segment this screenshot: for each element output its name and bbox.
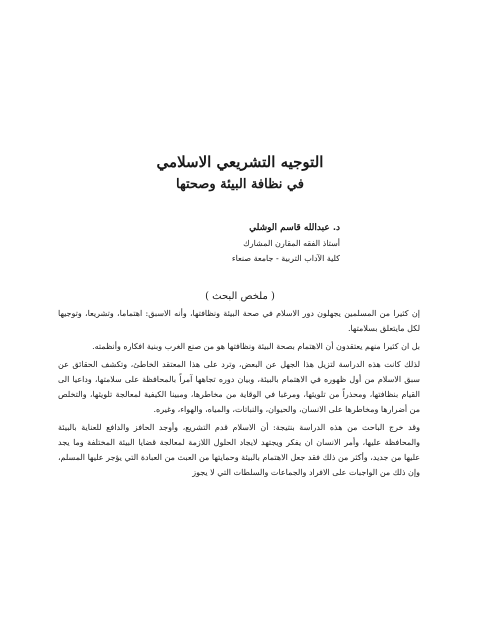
abstract-body: [58, 306, 420, 483]
paper-subtitle: في نظافة البيئة وصحتها: [176, 177, 304, 192]
author-block: [120, 222, 340, 265]
author-role: أستاذ الفقه المقارن المشارك: [243, 239, 340, 248]
author-affiliation: كلية الآداب التربية - جامعة صنعاء: [231, 254, 340, 263]
abstract-paragraph: بل ان كثيرا منهم يعتقدون أن الاهتمام بصحة البيئة ونظافتها هو من صنع الغرب وبنية افكاره وأنظمته.: [92, 342, 420, 351]
paper-title: التوجيه التشريعي الاسلامي: [156, 153, 324, 171]
abstract-paragraph: لذلك كانت هذه الدراسة لتزيل هذا الجهل عن البعض، وترد على هذا المعتقد الخاطئ، وتكشف الحقائق عن سبق الاسلام من أول ظهوره في الاهتمام بالبيئة، وبيان دوره تجاهها آمراً بالمحافظة على سلامتها، وداعيا الى القيام بنظافتها، ومحذراً من تلويثها، ومرغبا في الوقاية من مخاطرها، ومبينا الكيفية لمعالجة تلويثها، والتخلص من أضرارها ومخاطرها على الانسان، والحيوان، والنباتات، والمياه، والهواء، وغيره.: [58, 360, 420, 414]
abstract-paragraph: وقد خرج الباحث من هذه الدراسة بنتيجة: أن الاسلام قدم التشريع، وأوجد الحافز والدافع للعناية بالبيئة والمحافظة عليها، وأمر الانسان ان يفكر ويجتهد لايجاد الحلول اللازمة لمعالجة قضايا البيئة المختلفة وما يجد عليها من جديد، وأكثر من ذلك فقد جعل الاهتمام بالبيئة وحمايتها من العبث من العبادة التي يؤجر عليها المسلم، وإن ذلك من الواجبات على الافراد والجماعات والسلطات التي لا يجوز: [58, 423, 420, 477]
author-name: د. عبدالله قاسم الوشلي: [249, 223, 340, 233]
abstract-paragraph: إن كثيرا من المسلمين يجهلون دور الاسلام في صحة البيئة ونظافتها، وأنه الاسبق: اهتماما، وتشريعا، وتوجيها لكل مايتعلق بسلامتها.: [58, 309, 420, 333]
abstract-heading: ( ملخص البحث ): [205, 291, 275, 302]
